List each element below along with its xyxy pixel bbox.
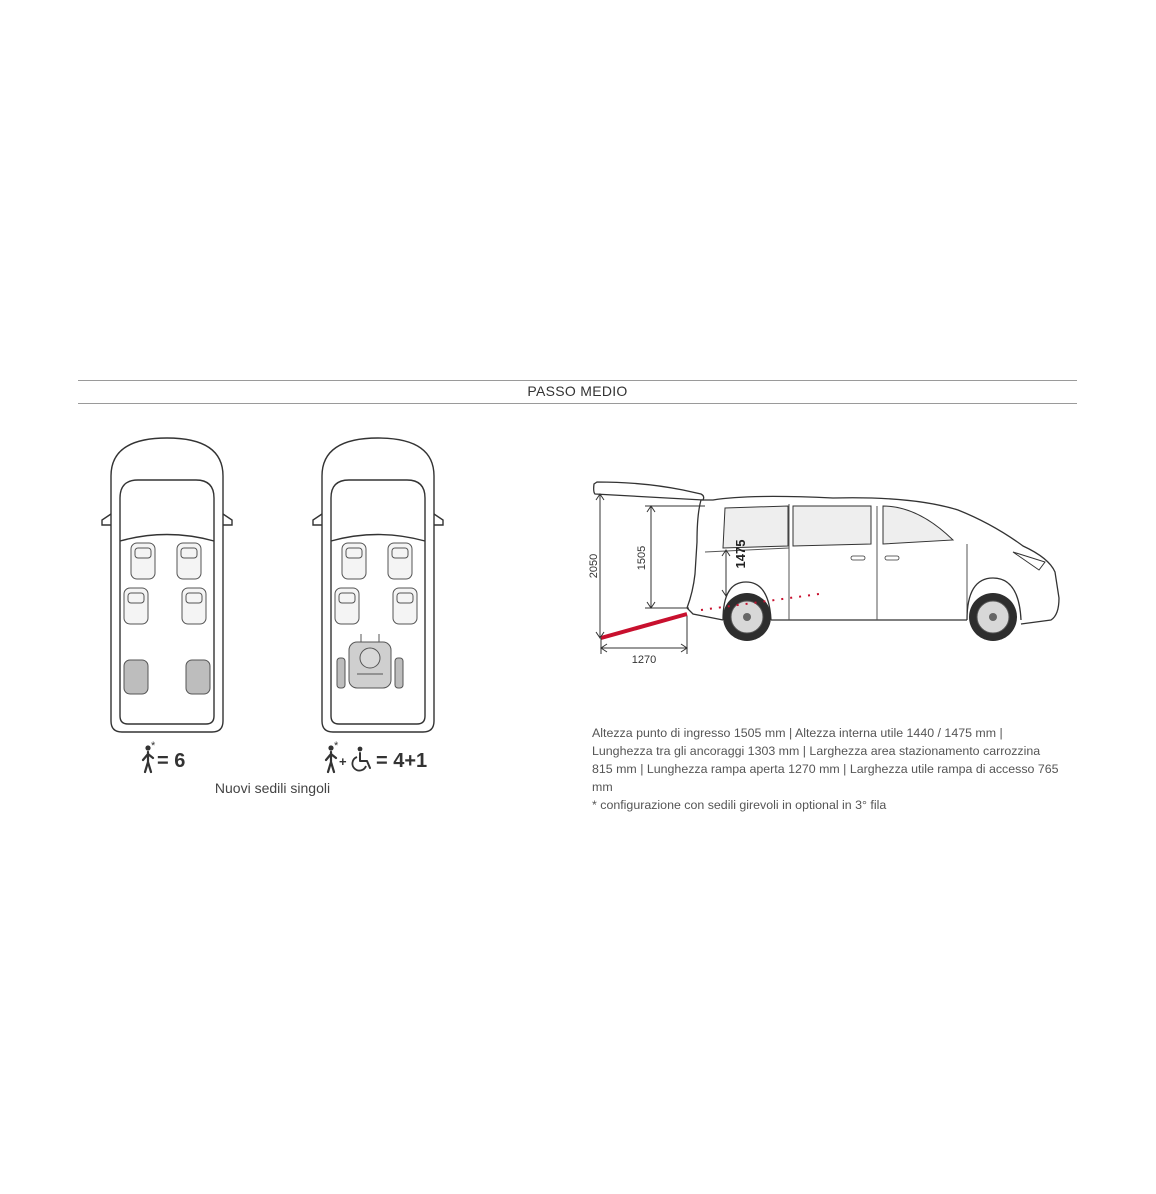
- footnote: * configurazione con sedili girevoli in optional in 3° fila: [592, 798, 887, 812]
- asterisk: *: [151, 740, 156, 752]
- rear-wheel-icon: [723, 593, 771, 641]
- dim-entry-height: 1505: [636, 545, 648, 571]
- asterisk: *: [334, 740, 339, 752]
- van-top-view-icon: [98, 436, 236, 736]
- van-side-view: [583, 470, 1063, 675]
- formula-value: = 4+1: [376, 750, 428, 772]
- formula-4-plus-1: [324, 742, 444, 776]
- formula-value: = 6: [157, 750, 186, 772]
- specifications-body: Altezza punto di ingresso 1505 mm | Altezza interna utile 1440 / 1475 mm | Lunghezza tra gli ancoraggi 1303 mm | Larghezza area stazionamento carrozzina 815 mm | Lunghezza rampa aperta 1270 mm | Larghezza utile rampa di accesso 765 mm: [592, 726, 1059, 794]
- bottom-rule: [78, 403, 1077, 404]
- specifications-text: [592, 724, 1062, 814]
- plus-sign: +: [339, 754, 347, 769]
- wheelchair-top-icon: [337, 634, 403, 688]
- seats-caption: Nuovi sedili singoli: [214, 780, 331, 796]
- dim-ramp-length: 1270: [631, 654, 657, 666]
- floorplan-4-plus-1: [309, 436, 447, 736]
- floorplan-6-seats: [98, 436, 236, 736]
- wheelchair-icon: [351, 746, 373, 772]
- front-wheel-icon: [969, 593, 1017, 641]
- section-title: PASSO MEDIO: [527, 383, 628, 399]
- dim-total-height: 2050: [588, 553, 600, 579]
- formula-6-seats: [141, 742, 201, 776]
- van-top-view-icon: [309, 436, 447, 736]
- top-rule: [78, 380, 1077, 381]
- dim-interior-height: 1475: [733, 539, 748, 569]
